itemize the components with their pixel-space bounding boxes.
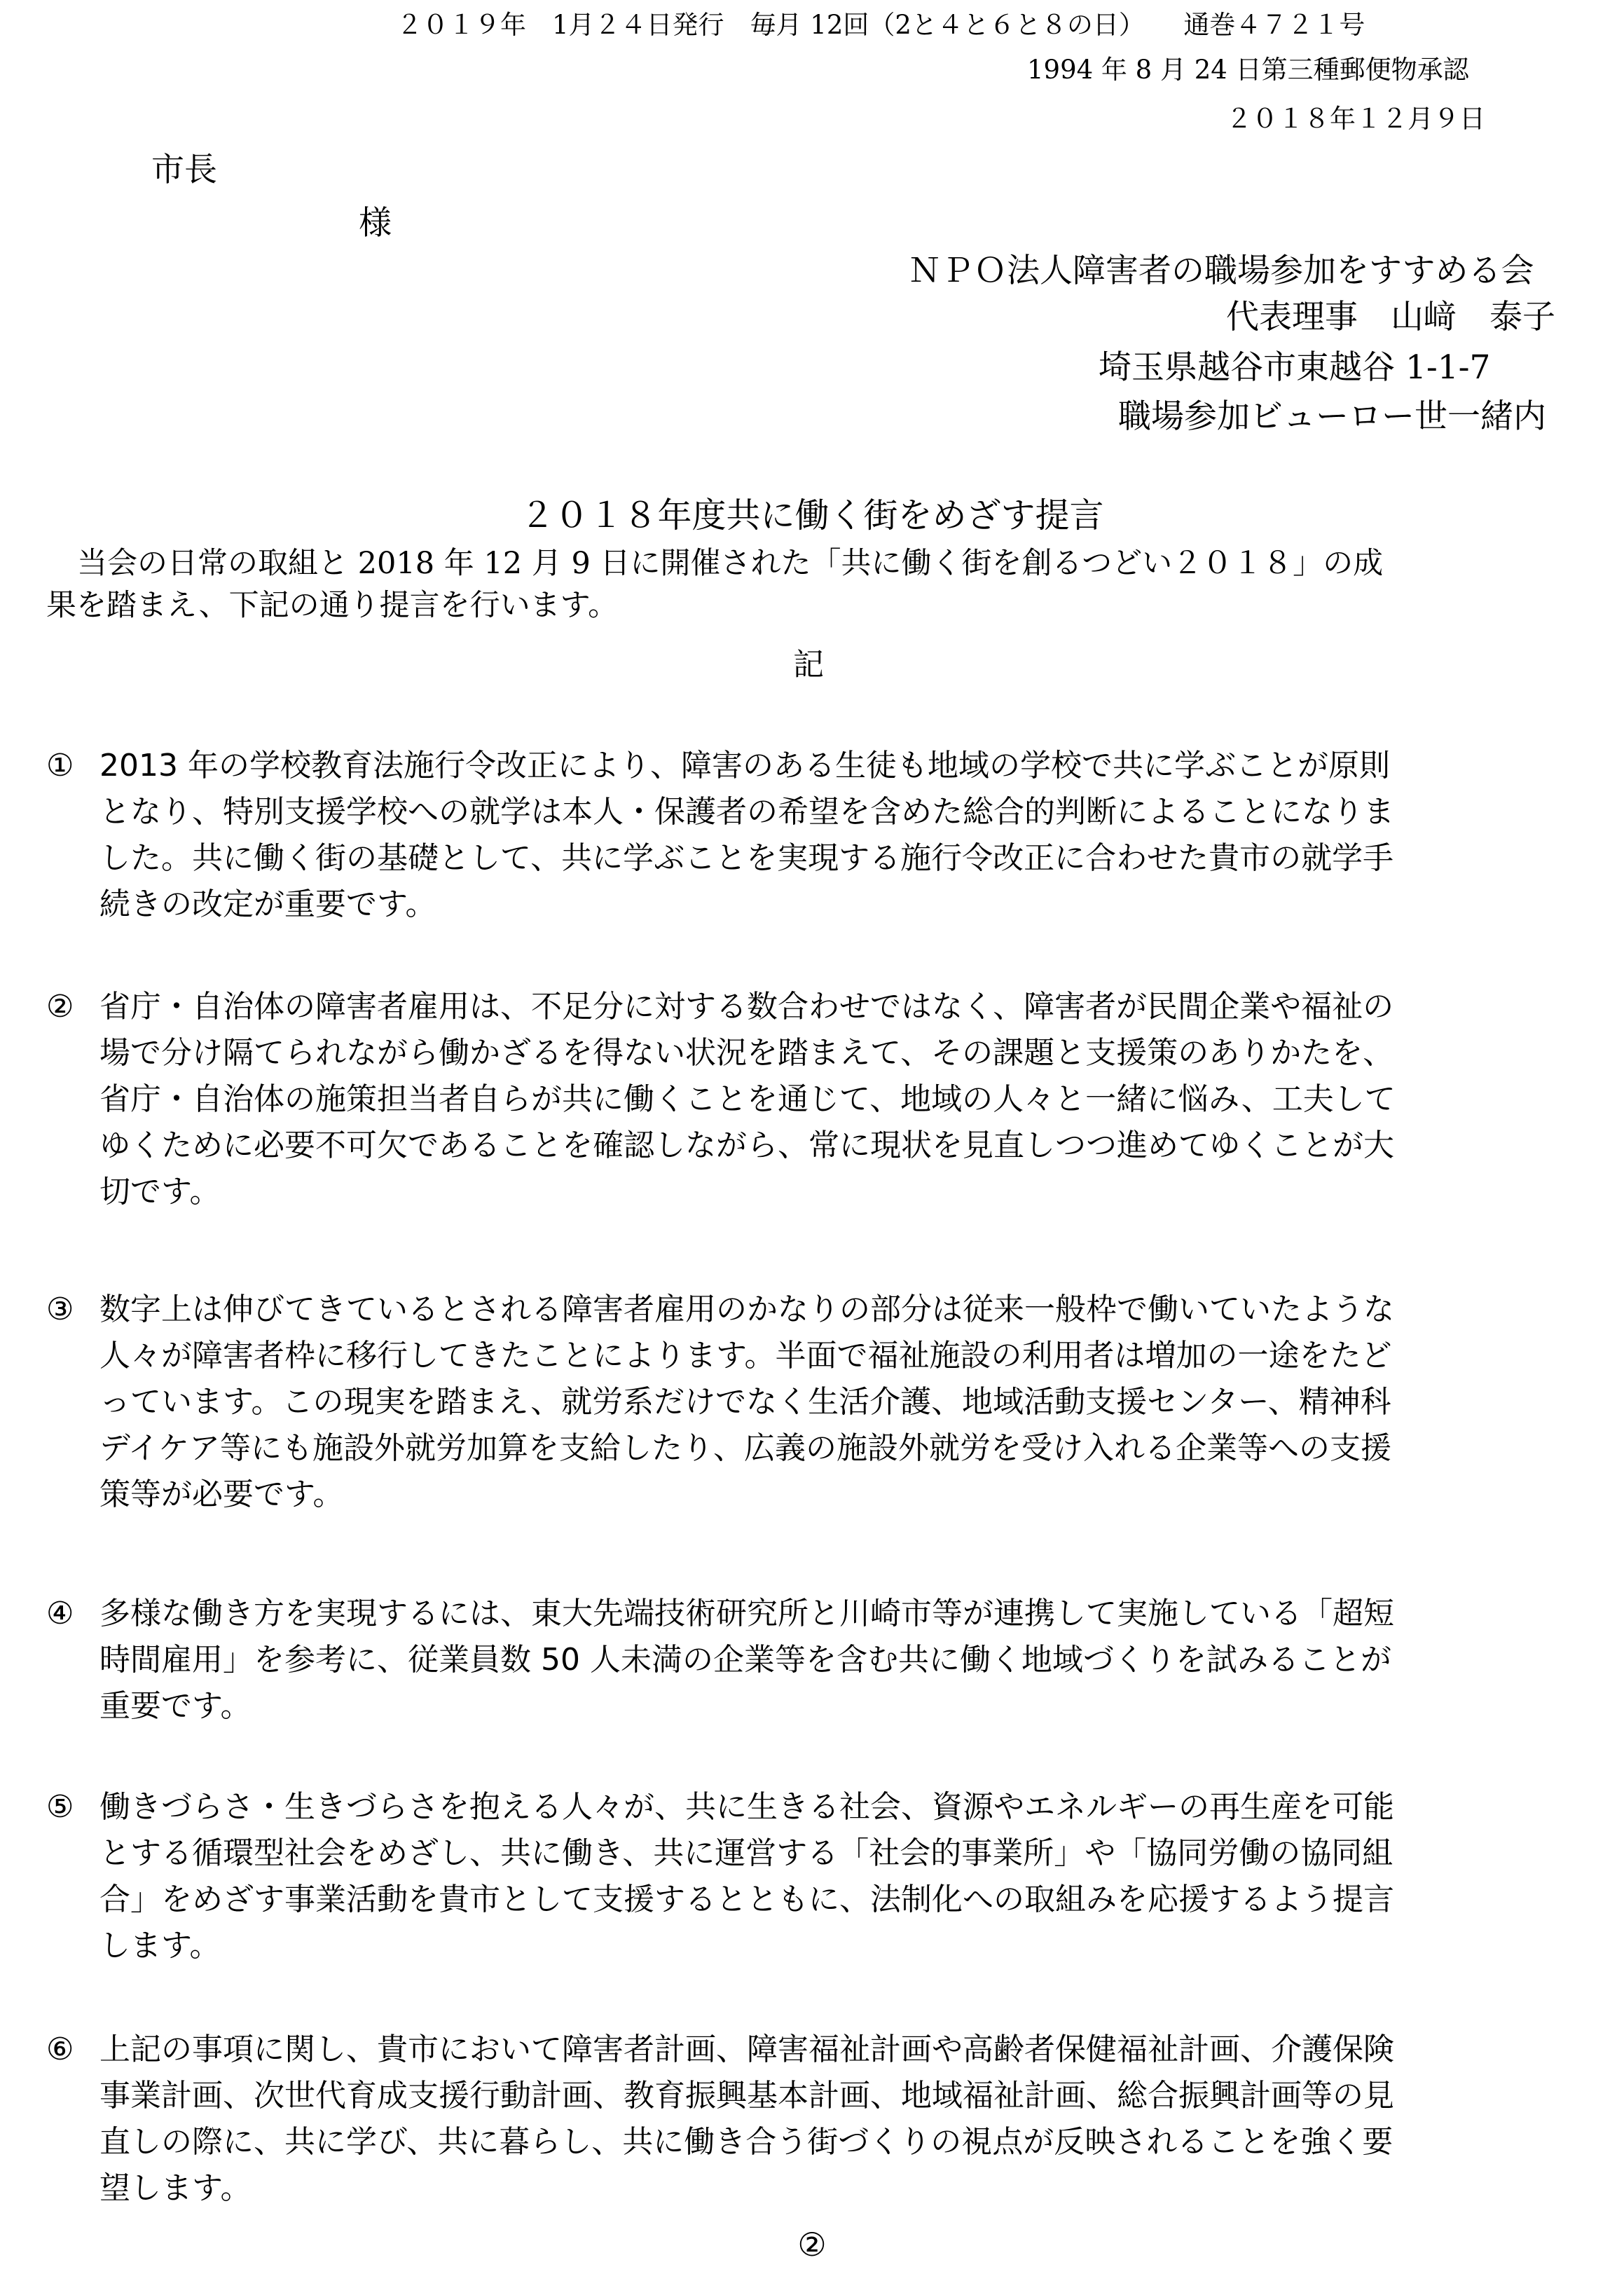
item-line: した。共に働く街の基礎として、共に学ぶことを実現する施行令改正に合わせた貴市の就学手 [99, 840, 1394, 876]
intro-line-1: 当会の日常の取組と 2018 年 12 月 9 日に開催された「共に働く街を創るつどい２０１８」の成 [77, 546, 1384, 581]
item-line: 数字上は伸びてきているとされる障害者雇用のかなりの部分は従来一般枠で働いていたような [99, 1292, 1394, 1327]
item-line: します。 [99, 1928, 221, 1964]
item-line: ゆくために必要不可欠であることを確認しながら、常に現状を見直しつつ進めてゆくことが大 [99, 1128, 1394, 1163]
recipient-title: 市長 [151, 151, 217, 189]
page-number: ② [797, 2226, 827, 2263]
recipient-honorific: 様 [359, 204, 392, 242]
sender-organization: ＮＰＯ法人障害者の職場参加をすすめる会 [908, 252, 1534, 290]
sender-address: 埼玉県越谷市東越谷 1-1-7 [1099, 348, 1491, 387]
item-line: 策等が必要です。 [99, 1477, 344, 1512]
item-line: デイケア等にも施設外就労加算を支給したり、広義の施設外就労を受け入れる企業等への支援 [99, 1430, 1392, 1466]
item-line: 直しの際に、共に学び、共に暮らし、共に働き合う街づくりの視点が反映されることを強く要 [99, 2124, 1394, 2160]
item-line: 重要です。 [99, 1688, 252, 1724]
page-title: ２０１８年度共に働く街をめざす提言 [520, 495, 1104, 535]
ki-heading: 記 [793, 647, 824, 683]
item-number: ③ [46, 1292, 74, 1327]
intro-line-2: 果を踏まえ、下記の通り提言を行います。 [46, 588, 619, 623]
item-number: ④ [46, 1596, 74, 1631]
sender-office: 職場参加ビューロー世一緒内 [1118, 397, 1546, 436]
item-number: ① [46, 748, 74, 783]
item-line: 時間雇用」を参考に、従業員数 50 人未満の企業等を含む共に働く地域づくりを試みることが [99, 1642, 1391, 1678]
item-line: 望します。 [99, 2170, 252, 2206]
item-line: 人々が障害者枠に移行してきたことによります。半面で福祉施設の利用者は増加の一途をたど [99, 1338, 1392, 1374]
sender-representative: 代表理事 山﨑 泰子 [1226, 298, 1555, 336]
item-line: 場で分け隔てられながら働かざるを得ない状況を踏まえて、その課題と支援策のありかたを、 [99, 1035, 1394, 1071]
item-line: となり、特別支援学校への就学は本人・保護者の希望を含めた総合的判断によることになりま [99, 794, 1394, 830]
item-line: 働きづらさ・生きづらさを抱える人々が、共に生きる社会、資源やエネルギーの再生産を可能 [99, 1789, 1394, 1825]
letter-date: ２０１８年１２月９日 [1226, 104, 1485, 134]
item-number: ⑥ [46, 2032, 74, 2067]
item-line: とする循環型社会をめざし、共に働き、共に運営する「社会的事業所」や「協同労働の協同組 [99, 1835, 1394, 1871]
item-line: 続きの改定が重要です。 [99, 886, 436, 922]
intro-paragraph [46, 542, 1574, 626]
item-line: 省庁・自治体の障害者雇用は、不足分に対する数合わせではなく、障害者が民間企業や福祉の [99, 989, 1394, 1025]
item-line: 多様な働き方を実現するには、東大先端技術研究所と川崎市等が連携して実施している「超短 [99, 1596, 1394, 1631]
item-number: ⑤ [46, 1789, 74, 1825]
item-line: 合」をめざす事業活動を貴市として支援するとともに、法制化への取組みを応援するよう提言 [99, 1882, 1394, 1917]
item-number: ② [46, 989, 74, 1025]
item-line: 省庁・自治体の施策担当者自らが共に働くことを通じて、地域の人々と一緒に悩み、工夫して [99, 1081, 1396, 1117]
item-line: 切です。 [99, 1174, 221, 1210]
issue-line: ２０１９年 1月２４日発行 毎月 12回（2と４と６と８の日） 通巻４７２１号 [397, 10, 1365, 40]
item-line: 事業計画、次世代育成支援行動計画、教育振興基本計画、地域福祉計画、総合振興計画等の見 [99, 2078, 1394, 2114]
postal-approval: 1994 年 8 月 24 日第三種郵便物承認 [1027, 55, 1469, 85]
item-line: っています。この現実を踏まえ、就労系だけでなく生活介護、地域活動支援センター、精神科 [99, 1384, 1391, 1420]
item-line: 上記の事項に関し、貴市において障害者計画、障害福祉計画や高齢者保健福祉計画、介護保険 [99, 2032, 1394, 2067]
item-line: 2013 年の学校教育法施行令改正により、障害のある生徒も地域の学校で共に学ぶことが原則 [99, 748, 1390, 783]
